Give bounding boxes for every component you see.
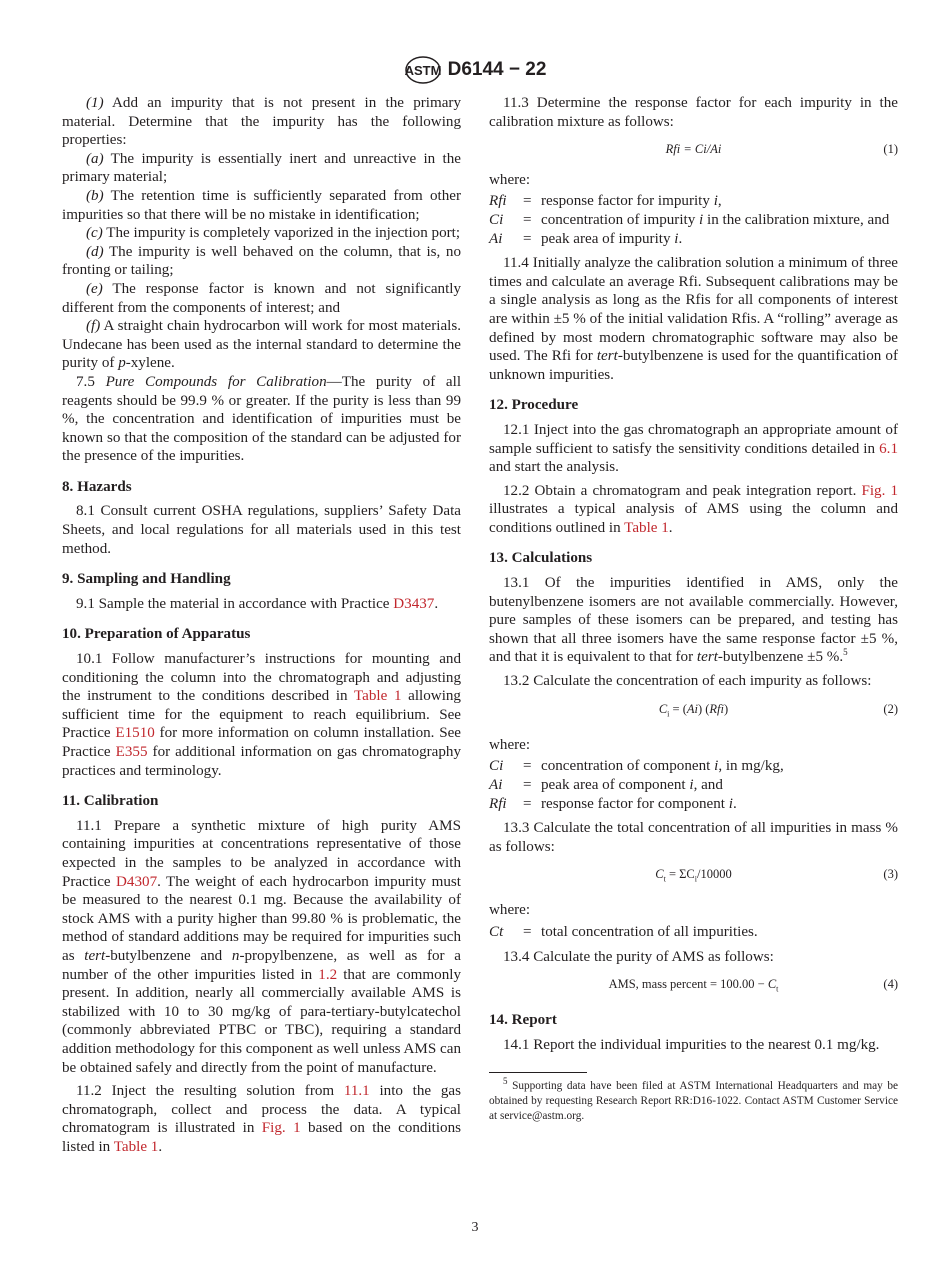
- italic-text: tert: [84, 947, 106, 964]
- definition-text: [541, 776, 898, 795]
- definition-list: [489, 757, 898, 813]
- definition-symbol: Rfi: [489, 193, 507, 210]
- italic-text: i: [689, 776, 694, 793]
- footnote-marker: 5: [503, 1076, 508, 1087]
- text-run: .: [678, 230, 683, 247]
- text-run: , and: [693, 776, 723, 793]
- text-run: 9.1 Sample the material in accordance with Practice: [76, 595, 394, 612]
- section-heading: [62, 570, 461, 589]
- equation-formula: [659, 700, 728, 724]
- italic-text: i: [714, 758, 719, 775]
- text-run: 13.3 Calculate the total concentration of all impurities in mass % as follows:: [489, 820, 898, 855]
- definition-list: [489, 192, 898, 248]
- definition-text: [541, 923, 898, 942]
- text-run: based on the conditions listed in: [62, 1120, 461, 1155]
- where-label: [489, 736, 898, 755]
- text-run: 12.2 Obtain a chromatogram and peak integration report.: [503, 482, 862, 499]
- cross-reference-link[interactable]: Fig. 1: [261, 1120, 301, 1137]
- text-run: .: [668, 519, 673, 536]
- equation-number: (4): [883, 977, 898, 992]
- text-run: 9. Sampling and Handling: [62, 571, 231, 588]
- paragraph: [62, 280, 461, 317]
- text-run: 7.5: [76, 373, 106, 390]
- equation-number: (2): [883, 701, 898, 716]
- italic-text: (c): [86, 225, 103, 242]
- equation-formula: [666, 140, 722, 159]
- equals-sign: =: [523, 776, 532, 793]
- text-run: -butylbenzene and: [105, 947, 232, 964]
- text-run: The impurity is essentially inert and unreactive in the primary material;: [62, 150, 461, 186]
- definition-symbol: Rfi: [489, 795, 507, 812]
- paragraph: [489, 574, 898, 667]
- equation-number: (1): [883, 142, 898, 157]
- subscript: t: [776, 984, 779, 994]
- text-run: Supporting data have been filed at ASTM International Headquarters and may be obtained by requesting Research Report RR:D16-1022. Contact ASTM Customer Service at service@astm.org.: [489, 1080, 898, 1123]
- definition-symbol: Ai: [489, 776, 503, 793]
- cross-reference-link[interactable]: Table 1: [624, 519, 669, 536]
- italic-text: tert: [596, 348, 618, 365]
- text-run: .: [732, 795, 737, 812]
- cross-reference-link[interactable]: E355: [115, 744, 148, 760]
- text-run: 10.1 Follow manufacturer’s instructions for mounting and conditioning the column into the chromatograph and adjusting the instrument to the conditions described in: [62, 651, 461, 705]
- paragraph: [489, 482, 898, 538]
- text-run: The response factor is known and not significantly different from the components of interest; and: [62, 280, 461, 316]
- left-column: [62, 94, 461, 1161]
- text-run: where:: [489, 736, 531, 753]
- definition-row: [489, 795, 898, 814]
- text-run: 11.2 Inject the resulting solution from: [76, 1083, 344, 1100]
- equals-sign: =: [523, 230, 532, 247]
- italic-text: n: [231, 947, 240, 964]
- equation: [489, 975, 898, 999]
- paragraph: [489, 948, 898, 967]
- definition-row: [489, 923, 898, 942]
- paragraph: [489, 1036, 898, 1055]
- italic-text: i: [699, 211, 704, 228]
- section-heading: [489, 549, 898, 568]
- definition-row: [489, 776, 898, 795]
- paragraph: [62, 650, 461, 780]
- subscript: t: [663, 874, 666, 884]
- footnote-marker: 5: [843, 647, 848, 658]
- text-run: 12.1 Inject into the gas chromatograph an appropriate amount of sample sufficient to satisfy the sensitivity conditions detailed in: [489, 421, 898, 457]
- text-run: , in mg/kg,: [718, 758, 784, 775]
- italic-text: tert: [696, 649, 718, 666]
- text-run: -propylbenzene, as well as for a number of the other impurities listed in: [62, 947, 461, 983]
- paragraph: [489, 421, 898, 477]
- italic-text: (f): [86, 318, 101, 335]
- text-run: 12. Procedure: [489, 397, 579, 414]
- equation: [489, 140, 898, 159]
- paragraph: [62, 317, 461, 373]
- equation: [489, 865, 898, 889]
- text-run: 8. Hazards: [62, 478, 132, 495]
- where-label: [489, 171, 898, 190]
- italic-text: (b): [86, 187, 104, 204]
- text-run: . The weight of each hydrocarbon impurity must be measured to the nearest 0.1 mg. Because the availability of stock AMS with a purity higher than 99.80 % is problematic, the method of standard additions may be required for impurities such as: [62, 873, 461, 964]
- astm-logo-icon: [404, 55, 442, 85]
- text-run: and start the analysis.: [489, 459, 619, 476]
- definition-text: [541, 757, 898, 776]
- footnote-divider: [489, 1072, 587, 1073]
- text-run: The retention time is sufficiently separated from other impurities so that there will be no mistake in identification;: [62, 187, 461, 223]
- definition-row: [489, 211, 898, 230]
- text-run: ) (: [697, 701, 710, 716]
- text-run: /10000: [697, 867, 732, 882]
- definition-text: [541, 230, 898, 249]
- equation: [489, 700, 898, 724]
- italic-text: Ai: [686, 701, 698, 716]
- text-run: 8.1 Consult current OSHA regulations, suppliers’ Safety Data Sheets, and local regulations for all materials used in this test method.: [62, 503, 461, 557]
- right-column: [489, 94, 898, 1124]
- text-run: = (: [669, 701, 687, 716]
- paragraph: [62, 1082, 461, 1156]
- text-run: peak area of component: [541, 776, 690, 793]
- definition-text: [541, 795, 898, 814]
- svg-text:ASTM: ASTM: [404, 63, 442, 78]
- italic-text: C: [655, 867, 664, 882]
- text-run: -xylene.: [125, 355, 175, 372]
- text-run: where:: [489, 902, 531, 919]
- italic-text: C: [767, 977, 777, 992]
- definition-symbol: Ci: [489, 211, 504, 228]
- text-run: AMS, mass percent = 100.00 −: [608, 977, 768, 992]
- definition-symbol: Ci: [489, 758, 504, 775]
- text-run: allowing sufficient time for the equipment to reach equilibrium. See Practice: [62, 688, 461, 742]
- text-run: for more information on column installation. See Practice: [62, 725, 461, 760]
- cross-reference-link[interactable]: Fig. 1: [861, 482, 898, 499]
- text-run: -butylbenzene is used for the quantification of unknown impurities.: [489, 348, 898, 383]
- document-designation: D6144 − 22: [447, 59, 547, 80]
- text-run: The impurity is completely vaporized in the injection port;: [102, 225, 461, 242]
- text-run: 11.4 Initially analyze the calibration solution a minimum of three times and calculate an average Rfi. Subsequent calibrations may be a single analysis as long as the Rfis for all components of interest are within ±5 % of the initial validation Rfis. A “rolling” average as defined by most modern chromatographic software may also be used. The Rfi for: [489, 255, 898, 365]
- text-run: for additional information on gas chromatography practices and terminology.: [62, 744, 461, 779]
- text-run: peak area of impurity: [541, 230, 675, 247]
- section-heading: [62, 625, 461, 644]
- text-run: 13. Calculations: [489, 550, 593, 567]
- text-run: 11.1 Prepare a synthetic mixture of high purity AMS containing impurities at concentrations representative of those expected in the samples to be analyzed in accordance with Practice: [62, 817, 461, 890]
- subscript: i: [667, 709, 670, 719]
- text-run: A straight chain hydrocarbon will work for most materials. Undecane has been used as the internal standard to determine the purity of: [62, 318, 461, 372]
- text-run: ,: [717, 193, 722, 210]
- text-run: ): [724, 701, 729, 716]
- cross-reference-link[interactable]: E1510: [115, 725, 155, 742]
- text-run: 11.3 Determine the response factor for each impurity in the calibration mixture as follows:: [489, 95, 898, 130]
- cross-reference-link[interactable]: 11.1: [343, 1083, 370, 1100]
- paragraph: [62, 595, 461, 614]
- text-run: concentration of impurity: [541, 211, 700, 228]
- text-run: 13.1 Of the impurities identified in AMS, only the butenylbenzene isomers are not available commercially. However, pure samples of these isomers can be prepared, and testing has shown that all three isomers have the same response factor ±5 %, and that it is equivalent to that for: [489, 575, 898, 666]
- paragraph: [489, 819, 898, 856]
- text-run: total concentration of all impurities.: [541, 923, 758, 940]
- text-run: illustrates a typical analysis of AMS using the column and conditions outlined in: [489, 501, 898, 536]
- text-run: that are commonly present. In addition, nearly all commercially available AMS is stabilized with 10 to 30 mg/kg of para-tertiary-butylcatechol (commonly abbreviated PTBC or TBC), requiring a standard addition methodology for this component as well unless AMS can be obtained safely and directly from the point of manufacture.: [62, 966, 461, 1076]
- where-label: [489, 901, 898, 920]
- italic-text: p: [118, 355, 126, 372]
- equals-sign: =: [523, 211, 532, 228]
- page-number: 3: [471, 1220, 479, 1235]
- text-run: .: [158, 1138, 163, 1155]
- definition-row: [489, 192, 898, 211]
- paragraph: [489, 94, 898, 131]
- text-run: —The purity of all reagents should be 99.9 % or greater. If the purity is less than 99 %, the concentration and identification of impurities must be known so that the composition of the standard can be adjusted for the presence of the impurities.: [62, 373, 462, 465]
- equation-number: (3): [883, 867, 898, 882]
- cross-reference-link[interactable]: 6.1: [879, 440, 898, 457]
- paragraph: [62, 373, 461, 466]
- definition-text: [541, 211, 898, 230]
- text-run: where:: [489, 171, 531, 188]
- paragraph: [62, 817, 461, 1077]
- text-run: 14. Report: [489, 1012, 557, 1029]
- text-run: 11. Calibration: [62, 793, 159, 810]
- section-heading: [62, 478, 461, 497]
- italic-text: Pure Compounds for Calibration: [105, 373, 327, 390]
- equation-formula: [609, 975, 779, 999]
- cross-reference-link[interactable]: D4307: [116, 873, 158, 890]
- paragraph: [489, 672, 898, 691]
- text-run: response factor for impurity: [541, 193, 714, 210]
- equals-sign: =: [523, 193, 532, 210]
- italic-text: (1): [86, 95, 104, 111]
- text-run: Add an impurity that is not present in the primary material. Determine that the impurity has the following properties:: [62, 95, 461, 149]
- equals-sign: =: [523, 758, 532, 775]
- text-run: response factor for component: [541, 795, 729, 812]
- paragraph: [62, 150, 461, 187]
- italic-text: C: [658, 701, 668, 716]
- italic-text: i: [713, 193, 718, 210]
- paragraph: [62, 94, 461, 150]
- equation-formula: [655, 865, 731, 889]
- cross-reference-link[interactable]: D3437: [393, 595, 435, 612]
- text-run: concentration of component: [541, 758, 715, 775]
- section-heading: [62, 792, 461, 811]
- cross-reference-link[interactable]: Table 1: [353, 688, 402, 705]
- italic-text: Rfi: [709, 701, 725, 716]
- definition-symbol: Ct: [489, 923, 504, 940]
- italic-text: (a): [86, 150, 104, 167]
- definition-symbol: Ai: [489, 230, 503, 247]
- text-run: 10. Preparation of Apparatus: [62, 626, 251, 643]
- paragraph: [62, 243, 461, 280]
- text-run: The impurity is well behaved on the column, that is, no fronting or tailing;: [62, 243, 461, 279]
- definition-row: [489, 230, 898, 249]
- definition-row: [489, 757, 898, 776]
- subscript: i: [694, 874, 697, 884]
- cross-reference-link[interactable]: 1.2: [318, 966, 338, 983]
- italic-text: i: [674, 230, 679, 247]
- equals-sign: =: [523, 923, 532, 940]
- italic-text: i: [728, 795, 733, 812]
- section-heading: [489, 396, 898, 415]
- definition-text: [541, 192, 898, 211]
- text-run: = ΣC: [665, 867, 695, 882]
- text-run: 13.4 Calculate the purity of AMS as follows:: [503, 948, 774, 965]
- page-header: [0, 55, 950, 85]
- definition-list: [489, 923, 898, 942]
- text-run: 13.2 Calculate the concentration of each impurity as follows:: [503, 673, 872, 690]
- footnote: [489, 1076, 898, 1124]
- text-run: .: [434, 595, 439, 612]
- text-run: in the calibration mixture, and: [703, 211, 890, 228]
- italic-text: Rfi = Ci/Ai: [665, 142, 722, 157]
- cross-reference-link[interactable]: Table 1: [113, 1138, 159, 1155]
- paragraph: [62, 224, 461, 243]
- text-run: into the gas chromatograph, collect and process the data. A typical chromatogram is illustrated in: [62, 1083, 461, 1137]
- section-heading: [489, 1011, 898, 1030]
- text-run: 14.1 Report the individual impurities to the nearest 0.1 mg/kg.: [503, 1036, 880, 1053]
- equals-sign: =: [523, 795, 532, 812]
- paragraph: [62, 187, 461, 224]
- paragraph: [489, 254, 898, 384]
- paragraph: [62, 502, 461, 558]
- italic-text: (d): [86, 243, 104, 260]
- italic-text: (e): [86, 280, 103, 297]
- text-run: -butylbenzene ±5 %.: [717, 649, 844, 666]
